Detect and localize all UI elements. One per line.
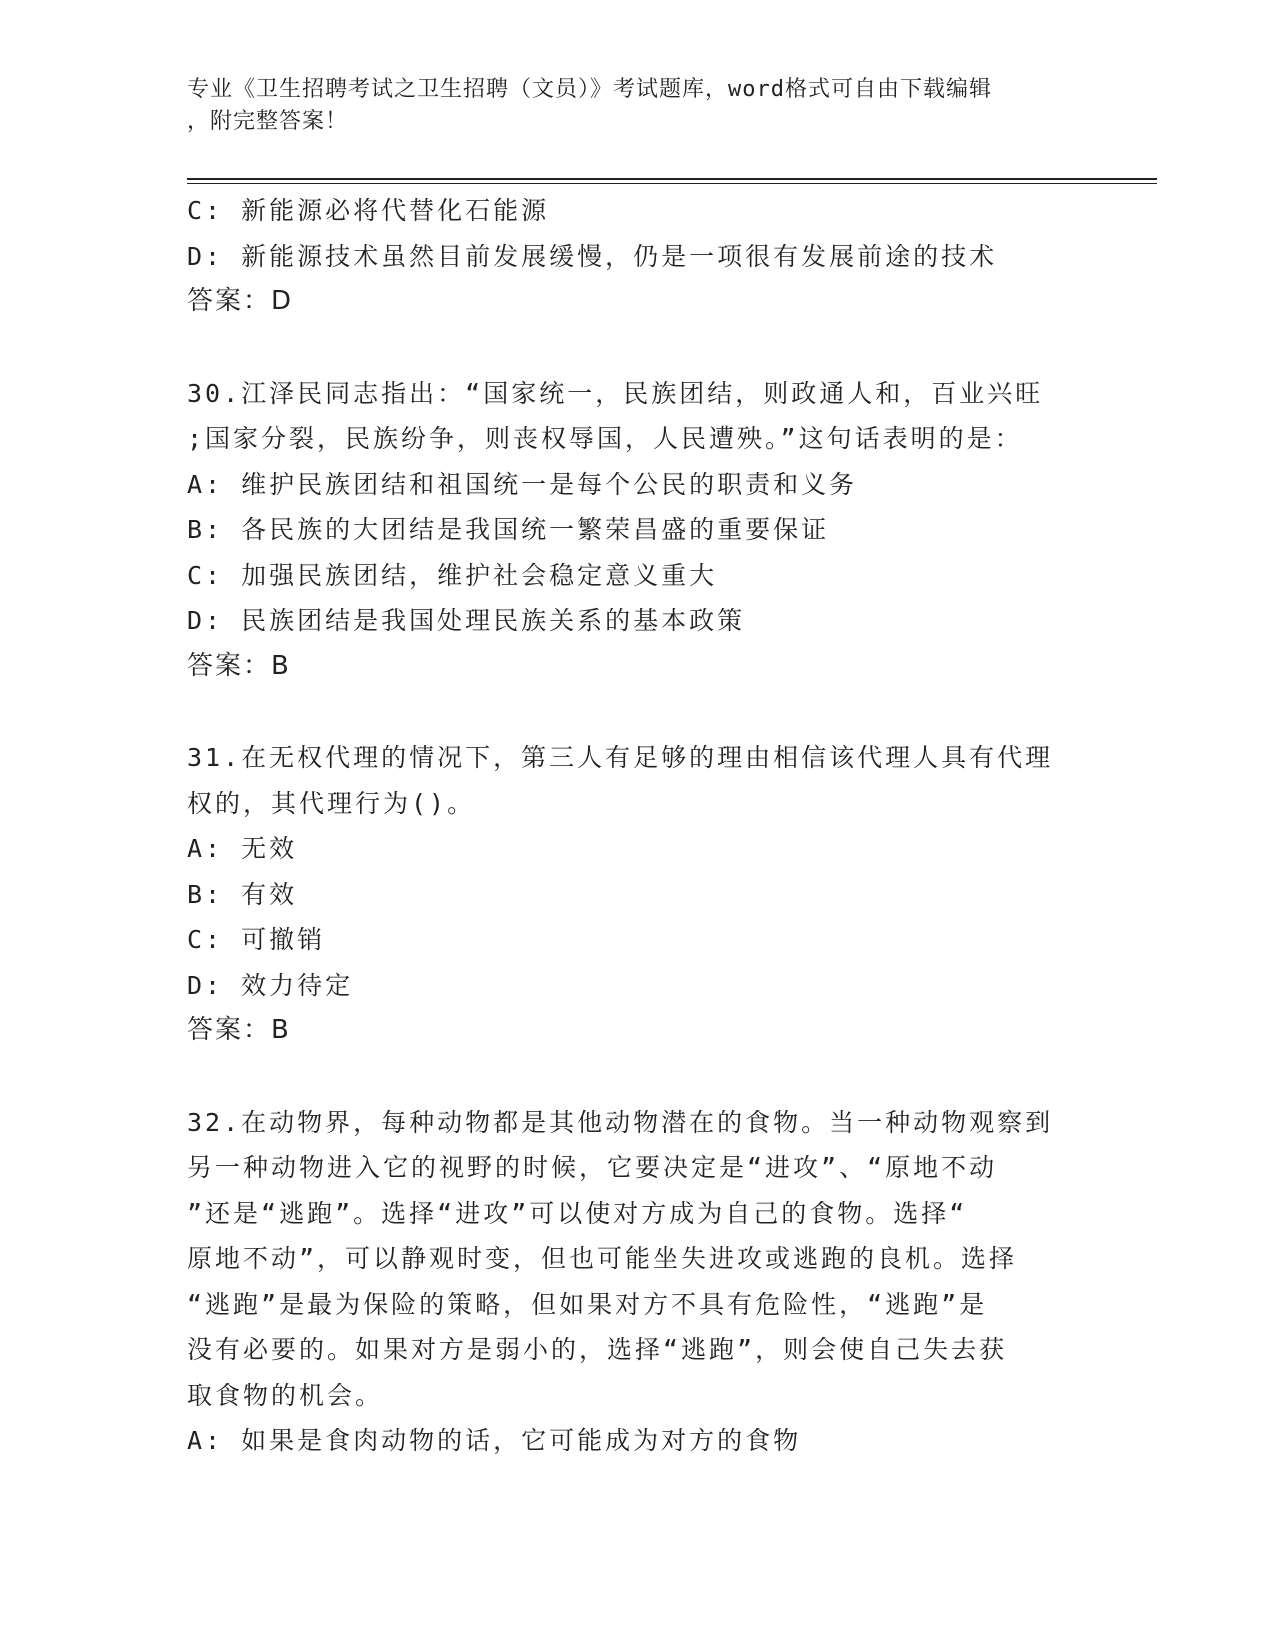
question-text-line: 没有必要的。如果对方是弱小的，选择“逃跑”，则会使自己失去获 [187, 1335, 1008, 1364]
question-text-line: “逃跑”是最为保险的策略，但如果对方不具有危险性，“逃跑”是 [187, 1289, 988, 1319]
option-d: D: 新能源技术虽然目前发展缓慢，仍是一项很有发展前途的技术 [187, 241, 998, 271]
question-text-line: 原地不动”，可以静观时变，但也可能坐失进攻或逃跑的良机。选择 [187, 1244, 1018, 1273]
header-line-2: ，附完整答案！ [187, 109, 349, 134]
header-divider-thick [187, 178, 1157, 180]
question-text-line: 权的，其代理行为()。 [187, 788, 476, 818]
answer-line: 答案：D [187, 286, 294, 316]
question-content [187, 188, 1087, 1464]
question-32 [187, 1100, 1087, 1464]
question-text-line: ”还是“逃跑”。选择“进攻”可以使对方成为自己的食物。选择“ [187, 1198, 968, 1228]
question-text-line: 30.江泽民同志指出：“国家统一，民族团结，则政通人和，百业兴旺 [187, 378, 1044, 408]
document-header [187, 74, 1067, 138]
option-a: A: 无效 [187, 834, 298, 863]
question-text-line: 32.在动物界，每种动物都是其他动物潜在的食物。当一种动物观察到 [187, 1107, 1054, 1137]
header-divider-thin [187, 183, 1157, 184]
option-c: C: 可撤销 [187, 925, 326, 954]
option-a: A: 如果是食肉动物的话，它可能成为对方的食物 [187, 1426, 802, 1455]
answer-line: 答案：B [187, 1015, 291, 1045]
option-d: D: 效力待定 [187, 970, 354, 1000]
question-text-line: 取食物的机会。 [187, 1380, 384, 1410]
question-text-line: 31.在无权代理的情况下，第三人有足够的理由相信该代理人具有代理 [187, 743, 1054, 772]
question-text-line: 另一种动物进入它的视野的时候，它要决定是“进攻”、“原地不动 [187, 1153, 998, 1182]
question-29-continued [187, 188, 1087, 325]
option-c: C: 新能源必将代替化石能源 [187, 196, 550, 225]
question-30 [187, 371, 1087, 690]
question-text-line: ;国家分裂，民族纷争，则丧权辱国，人民遭殃。”这句话表明的是： [187, 424, 1023, 453]
answer-line: 答案：B [187, 650, 291, 681]
header-line-1: 专业《卫生招聘考试之卫生招聘（文员）》考试题库，word格式可自由下载编辑 [187, 77, 992, 102]
option-c: C: 加强民族团结，维护社会稳定意义重大 [187, 560, 718, 590]
option-b: B: 有效 [187, 879, 298, 909]
option-a: A: 维护民族团结和祖国统一是每个公民的职责和义务 [187, 469, 858, 499]
question-31 [187, 735, 1087, 1054]
option-d: D: 民族团结是我国处理民族关系的基本政策 [187, 606, 746, 635]
option-b: B: 各民族的大团结是我国统一繁荣昌盛的重要保证 [187, 515, 830, 544]
